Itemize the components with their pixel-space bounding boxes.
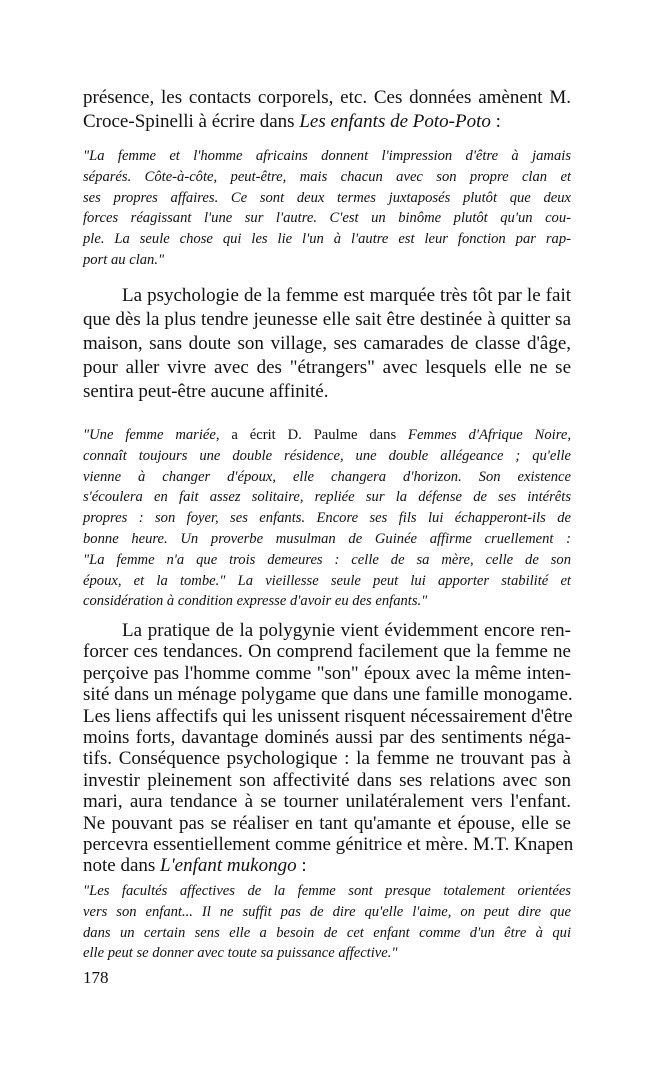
text-segment: vers son enfant... Il ne suffit pas de dire qu'elle l'aime, on peut dire que xyxy=(83,903,571,920)
text-line xyxy=(83,641,571,662)
text-line xyxy=(83,487,571,508)
paragraph-intro xyxy=(83,86,571,134)
text-line xyxy=(83,706,571,727)
text-segment: sentira peut-être aucune affinité. xyxy=(83,381,329,402)
text-line xyxy=(83,508,571,529)
text-line xyxy=(83,208,571,229)
text-segment: Ne pouvant pas se réaliser en tant qu'amante et épouse, elle se xyxy=(83,812,571,834)
text-segment: moins forts, davantage dominés aussi par des sentiments néga- xyxy=(83,727,571,749)
text-line xyxy=(83,571,571,592)
text-line xyxy=(83,881,571,902)
text-segment: tifs. Conséquence psychologique : la femme ne trouvant pas à xyxy=(83,748,571,770)
text-segment: Les liens affectifs qui les unissent risquent nécessairement d'être xyxy=(83,705,573,727)
text-line xyxy=(83,834,574,856)
text-line xyxy=(83,727,571,748)
text-line xyxy=(83,167,571,188)
text-segment: propres : son foyer, ses enfants. Encore ses fils lui échapperont-ils de xyxy=(83,510,571,527)
page-number: 178 xyxy=(83,968,109,987)
text-line xyxy=(83,146,571,167)
text-segment: s'écoulera en fait assez solitaire, repliée sur la défense de ses intérêts xyxy=(83,489,571,506)
text-segment: dans un certain sens elle a besoin de cet enfant comme d'un être à qui xyxy=(83,924,571,941)
text-line xyxy=(83,923,571,944)
text-segment: maison, sans doute son village, ses camarades de classe d'âge, xyxy=(83,333,571,354)
text-segment: perçoive pas l'homme comme "son" époux avec la même inten- xyxy=(83,662,571,684)
text-line xyxy=(83,663,571,684)
text-line xyxy=(83,356,571,380)
text-segment: sité dans un ménage polygame que dans une famille monogame. xyxy=(83,684,573,706)
paragraph-psychology xyxy=(83,284,571,404)
text-line xyxy=(83,250,571,271)
text-segment: "La femme et l'homme africains donnent l'impression d'être à jamais xyxy=(83,148,571,164)
text-segment: : xyxy=(296,855,307,877)
quote-croce-spinelli xyxy=(83,146,571,271)
text-line xyxy=(83,86,571,110)
text-segment: présence, les contacts corporels, etc. Ces données amènent M. xyxy=(83,87,571,108)
text-segment: que dès la plus tendre jeunesse elle sait être destinée à quitter sa xyxy=(83,309,571,330)
text-segment: note dans xyxy=(83,855,161,877)
text-segment: pour aller vivre avec des "étrangers" avec lesquels elle ne se xyxy=(83,357,571,378)
text-segment: : xyxy=(490,111,501,132)
text-segment: "Une femme mariée, xyxy=(83,427,232,443)
text-line xyxy=(83,529,571,550)
text-line xyxy=(83,813,571,834)
text-line xyxy=(83,188,571,209)
paragraph-polygyny xyxy=(83,620,574,877)
text-segment: connaît toujours une double résidence, une double allégeance ; qu'elle xyxy=(83,447,571,464)
text-segment: considération à condition expresse d'avoir eu des enfants." xyxy=(83,593,428,610)
text-segment: port au clan." xyxy=(83,251,165,268)
text-line xyxy=(83,425,571,446)
text-segment: forces réagissant l'une sur l'autre. C'est un binôme plutôt qu'un cou- xyxy=(83,210,571,227)
text-line xyxy=(83,550,571,571)
text-segment: La pratique de la polygynie vient évidemment encore ren- xyxy=(122,620,571,641)
text-line xyxy=(83,902,571,923)
italic-title: L'enfant mukongo xyxy=(160,855,297,877)
text-line xyxy=(83,332,571,356)
text-segment: percevra essentiellement comme génitrice et mère. M.T. Knapen xyxy=(83,834,574,856)
text-line xyxy=(83,110,571,134)
text-line xyxy=(83,284,571,308)
text-segment: séparés. Côte-à-côte, peut-être, mais chacun avec son propre clan et xyxy=(83,168,571,185)
text-segment: "Les facultés affectives de la femme sont presque totalement orientées xyxy=(83,883,571,899)
text-line xyxy=(83,308,571,332)
italic-title: Les enfants de Poto-Poto xyxy=(299,111,491,132)
text-segment: La psychologie de la femme est marquée très tôt par le fait xyxy=(122,285,571,306)
text-line xyxy=(83,620,571,641)
text-segment: a écrit D. Paulme dans xyxy=(231,427,409,443)
text-segment: bonne heure. Un proverbe musulman de Guinée affirme cruellement : xyxy=(83,530,571,547)
quote-paulme xyxy=(83,425,571,612)
text-line xyxy=(83,855,571,876)
text-segment: époux, et la tombe." La vieillesse seule peut lui apporter stabilité et xyxy=(83,572,571,589)
text-line xyxy=(83,446,571,467)
text-line xyxy=(83,467,571,488)
quote-knapen xyxy=(83,881,571,964)
text-segment: vienne à changer d'époux, elle changera d'horizon. Son existence xyxy=(83,468,571,485)
text-line xyxy=(83,229,571,250)
text-line xyxy=(83,943,571,964)
text-segment: ple. La seule chose qui les lie l'un à l'autre est leur fonction par rap- xyxy=(83,231,571,248)
text-segment: Croce-Spinelli à écrire dans xyxy=(83,111,300,132)
text-line xyxy=(83,684,571,705)
text-segment: Femmes d'Afrique Noire, xyxy=(408,427,571,443)
text-segment: elle peut se donner avec toute sa puissance affective." xyxy=(83,945,398,962)
text-line xyxy=(83,770,571,791)
text-segment: ses propres affaires. Ce sont deux termes juxtaposés plutôt que deux xyxy=(83,189,571,206)
text-line xyxy=(83,380,571,404)
text-segment: "La femme n'a que trois demeures : celle de sa mère, celle de son xyxy=(83,551,571,568)
text-line xyxy=(83,748,571,769)
text-segment: mari, aura tendance à se tourner unilatéralement vers l'enfant. xyxy=(83,791,571,813)
text-line xyxy=(83,591,571,612)
text-segment: investir pleinement son affectivité dans ses relations avec son xyxy=(83,769,571,791)
text-segment: forcer ces tendances. On comprend facilement que la femme ne xyxy=(83,641,571,663)
text-line xyxy=(83,791,571,812)
